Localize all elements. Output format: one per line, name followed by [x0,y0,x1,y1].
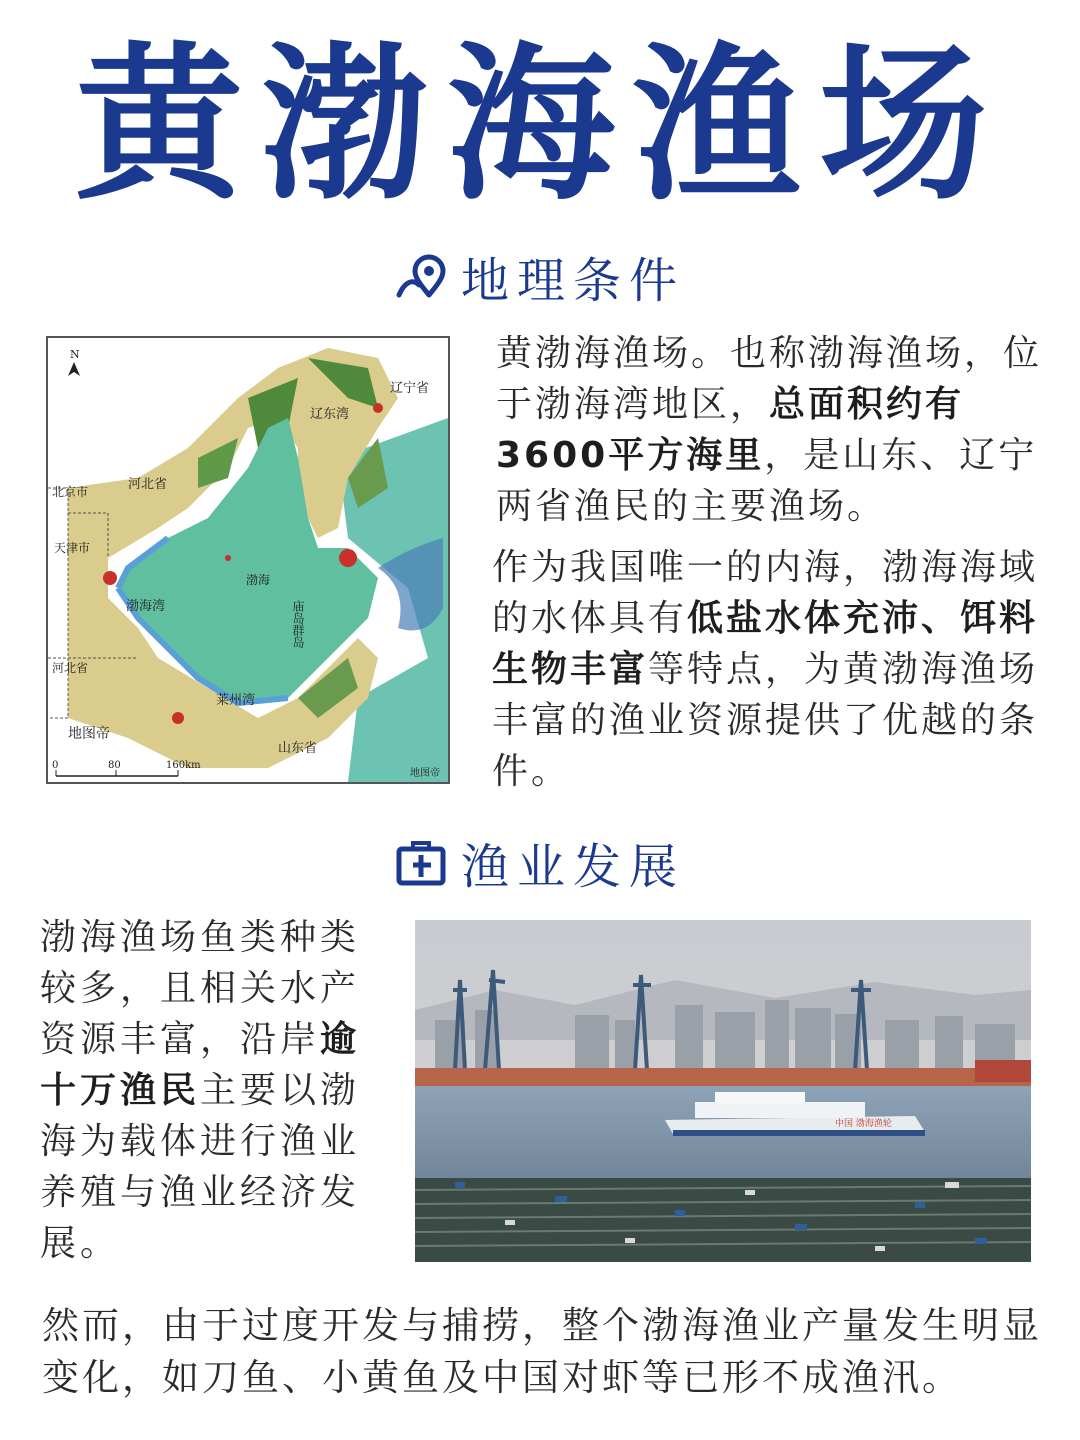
bohai-map [46,336,450,784]
text-span: 等特点，为黄渤海渔场丰富的渔业资源提供了优越的条件。 [492,649,1039,792]
section-heading-fishery [0,828,1080,897]
text-span: 作为我国唯一的内海，渤海海域的水体具有 [492,547,1039,639]
geography-paragraph-2 [492,542,1052,797]
harbor-photo [415,920,1031,1262]
text-span: 主要以渤海为载体进行渔业养殖与渔业经济发展。 [40,1070,361,1264]
map-scale-0: 0 [52,760,59,771]
text-span: 渤海渔场鱼类种类较多，且相关水产资源丰富，沿岸 [40,917,361,1060]
map-label-bohai: 渤海 [246,573,271,587]
map-label-liaoning: 辽宁省 [390,381,430,396]
map-scale-80: 80 [108,760,121,771]
map-credit-right: 地图帝 [410,768,440,779]
map-label-hebei-top: 河北省 [128,477,168,492]
section-heading-geography [0,242,1080,311]
map-label-hebei-bottom: 河北省 [52,661,89,675]
page-title: 黄渤海渔场 [75,27,1005,223]
geography-paragraph-1 [496,328,1056,532]
ship-name-text: 中国 渤海渔轮 [835,1119,892,1129]
map-label-tianjin: 天津市 [54,541,91,555]
map-label-shandong: 山东省 [278,741,318,756]
map-scale-160: 160km [166,760,201,771]
map-pin-route-icon [395,251,447,303]
map-label-miaodao: 庙岛群岛 [291,600,305,648]
map-label-liaodong-bay: 辽东湾 [310,407,350,422]
text-span: ，是山东、辽宁两省渔民的主要渔场。 [496,435,1038,527]
text-span: 黄渤海渔场。也称渤海渔场，位于渤海湾地区， [496,333,1043,425]
bold-highlight: 低盐水体充沛、饵料生物丰富 [492,598,1039,690]
fishery-paragraph-1 [40,912,380,1269]
fishery-paragraph-2: 然而，由于过度开发与捕捞，整个渤海渔业产量发生明显变化，如刀鱼、小黄鱼及中国对虾等已形不成渔汛。 [42,1304,1042,1399]
map-north-label: N [70,348,80,361]
map-label-bohai-bay: 渤海湾 [126,599,166,614]
briefcase-icon [395,837,447,889]
bold-highlight: 逾十万渔民 [40,1019,361,1111]
map-label-beijing: 北京市 [52,485,89,499]
bold-highlight: 总面积约有3600平方海里 [496,384,965,476]
section-heading-label: 地理条件 [460,253,685,309]
map-label-laizhou-bay: 莱州湾 [216,693,256,708]
map-credit-left: 地图帝 [68,726,110,742]
section-heading-label: 渔业发展 [460,839,685,895]
